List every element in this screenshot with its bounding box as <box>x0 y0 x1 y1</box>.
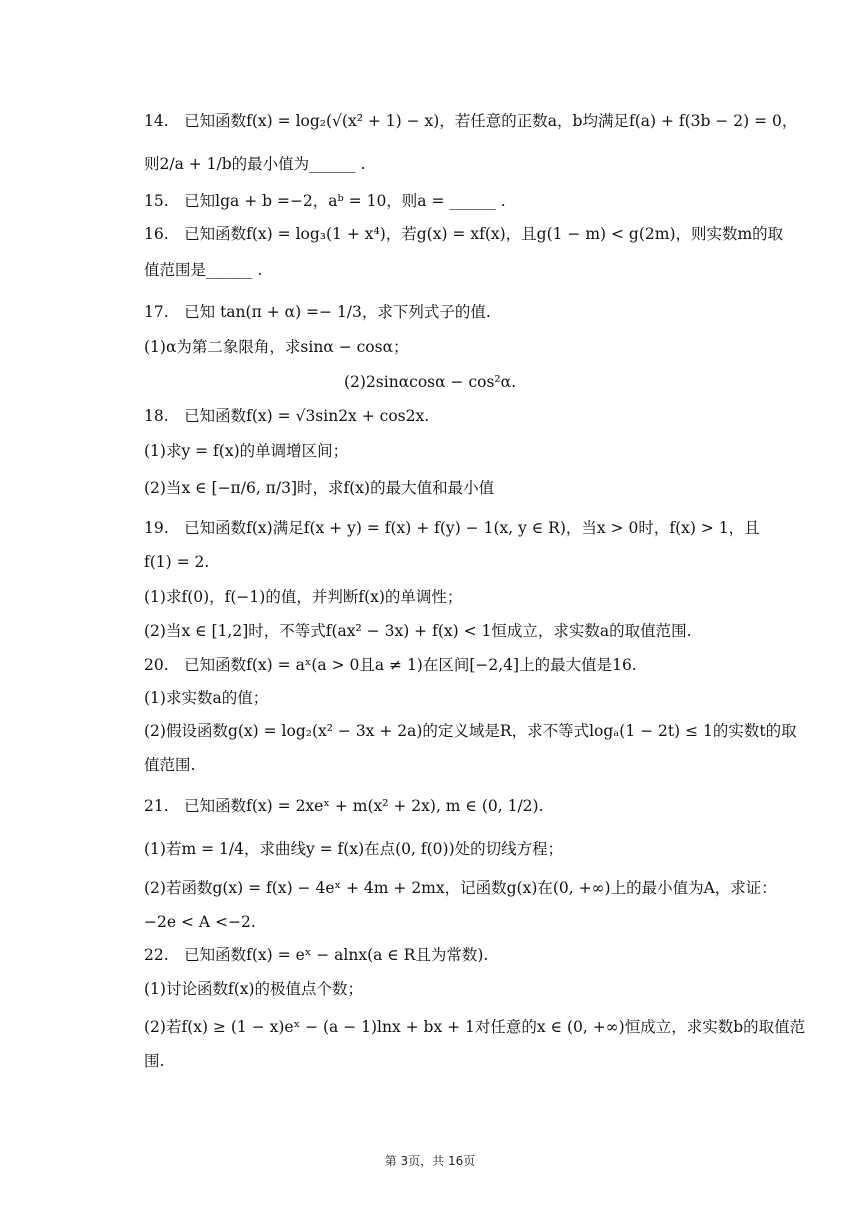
problem-20-part-1: (1)求实数a的值； <box>144 689 269 707</box>
problem-19-line-2: f(1) = 2. <box>144 553 210 571</box>
problem-22-part-2-line-1: (2)若f(x) ≥ (1 − x)eˣ − (a − 1)lnx + bx + 1对任意的x ∈ (0, +∞)恒成立，求实数b的取值范 <box>144 1018 806 1036</box>
problem-20: 20. 已知函数f(x) = aˣ(a > 0且a ≠ 1)在区间[−2,4]上的最大值是16. <box>144 656 637 674</box>
problem-17-part-2: (2)2sinαcosα − cos²α. <box>343 373 517 391</box>
problem-17-part-1: (1)α为第二象限角，求sinα − cosα； <box>144 338 409 356</box>
problem-19-part-1: (1)求f(0)，f(−1)的值，并判断f(x)的单调性； <box>144 588 463 606</box>
problem-17: 17. 已知 tan(π + α) =− 1/3，求下列式子的值. <box>144 303 491 321</box>
problem-21-part-2-line-1: (2)若函数g(x) = f(x) − 4eˣ + 4m + 2mx，记函数g(x)在(0, +∞)上的最小值为A，求证： <box>144 879 777 897</box>
problem-18-part-1: (1)求y = f(x)的单调增区间； <box>144 442 349 460</box>
page-footer: 第 3页，共 16页 <box>384 1154 476 1168</box>
problem-16-line-2: 值范围是______ . <box>144 261 263 279</box>
problem-21-part-2-line-2: −2e < A <−2. <box>144 913 256 931</box>
problem-16-line-1: 16. 已知函数f(x) = log₃(1 + x⁴)，若g(x) = xf(x)，且g(1 − m) < g(2m)，则实数m的取 <box>144 225 784 243</box>
problem-20-part-2-line-2: 值范围. <box>144 756 196 774</box>
problem-22: 22. 已知函数f(x) = eˣ − alnx(a ∈ R且为常数). <box>144 946 489 964</box>
problem-14-line-2: 则2/a + 1/b的最小值为______ . <box>144 155 366 173</box>
problem-19-line-1: 19. 已知函数f(x)满足f(x + y) = f(x) + f(y) − 1(x, y ∈ R)，当x > 0时，f(x) > 1，且 <box>144 519 760 537</box>
problem-18-part-2: (2)当x ∈ [−π/6, π/3]时，求f(x)的最大值和最小值 <box>144 479 495 497</box>
problem-20-part-2-line-1: (2)假设函数g(x) = log₂(x² − 3x + 2a)的定义域是R，求不等式logₐ(1 − 2t) ≤ 1的实数t的取 <box>144 722 797 740</box>
problem-22-part-2-line-2: 围. <box>144 1052 165 1070</box>
problem-15: 15. 已知lga + b =−2，aᵇ = 10，则a = ______ . <box>144 192 506 210</box>
problem-18: 18. 已知函数f(x) = √3sin2x + cos2x. <box>144 407 430 425</box>
problem-21-part-1: (1)若m = 1/4，求曲线y = f(x)在点(0, f(0))处的切线方程； <box>144 840 564 858</box>
problem-22-part-1: (1)讨论函数f(x)的极值点个数； <box>144 980 364 998</box>
problem-21: 21. 已知函数f(x) = 2xeˣ + m(x² + 2x), m ∈ (0, 1/2). <box>144 797 544 815</box>
problem-14-line-1: 14. 已知函数f(x) = log₂(√(x² + 1) − x)，若任意的正数a，b均满足f(a) + f(3b − 2) = 0， <box>144 112 798 130</box>
problem-19-part-2: (2)当x ∈ [1,2]时，不等式f(ax² − 3x) + f(x) < 1恒成立，求实数a的取值范围. <box>144 622 692 640</box>
